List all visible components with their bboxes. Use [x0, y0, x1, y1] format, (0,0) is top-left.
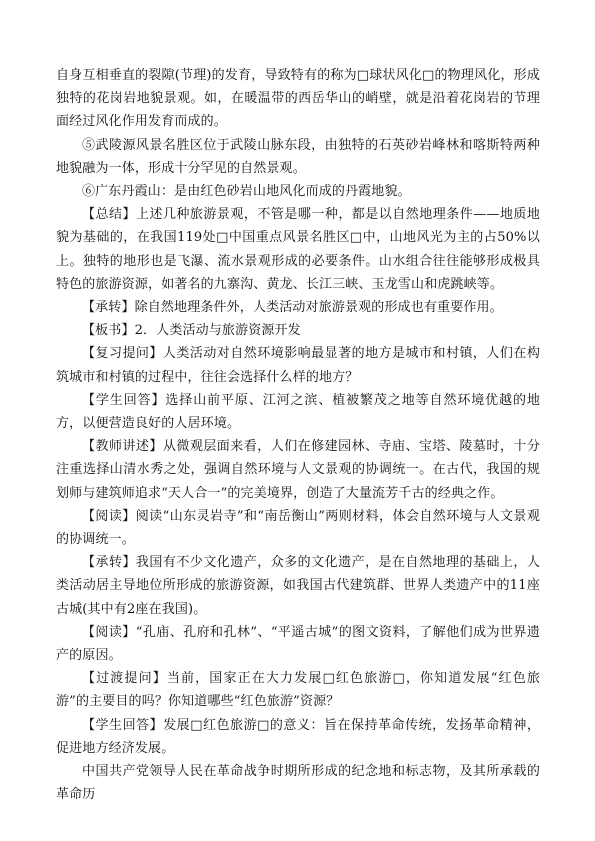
- paragraph-reading-1: 【阅读】阅读“山东灵岩寺”和“南岳衡山”两则材料，体会自然环境与人文景观的协调统一。: [56, 508, 540, 548]
- paragraph-transition-2: 【承转】我国有不少文化遗产，众多的文化遗产，是在自然地理的基础上，人类活动居主导地位所形成的旅游资源，如我国古代建筑群、世界人类遗产中的11座古城(其中有2座在我国)。: [56, 555, 540, 617]
- paragraph-transition-question: 【过渡提问】当前，国家正在大力发展□红色旅游□，你知道发展“红色旅游”的主要目的吗？你知道哪些“红色旅游”资源？: [56, 671, 540, 710]
- paragraph-board-heading: 【板书】2．人类活动与旅游资源开发: [82, 323, 301, 339]
- paragraph-granite-weathering: 自身互相垂直的裂隙(节理)的发育，导致特有的称为□球状风化□的物理风化，形成独特的花岗岩地貌景观。如，在暖温带的西岳华山的峭壁，就是沿着花岗岩的节理面经过风化作用发育而成的。: [56, 68, 540, 130]
- paragraph-student-answer-2: 【学生回答】发展□红色旅游□的意义：旨在保持革命传统，发扬革命精神，促进地方经济发展。: [56, 717, 540, 756]
- paragraph-summary: 【总结】上述几种旅游景观，不管是哪一种，都是以自然地理条件——地质地貌为基础的，在我国119处□中国重点风景名胜区□中，山地风光为主的占50%以上。独特的地形也是飞瀑、流水景观形成的必要条件。山水组合往往能够形成极具特色的旅游资源，如著名的九寨沟、黄龙、长江三峡、玉龙雪山和虎跳峡等。: [56, 207, 540, 292]
- paragraph-reading-2: 【阅读】“孔庙、孔府和孔林”、“平遥古城”的图文资料，了解他们成为世界遗产的原因。: [56, 624, 540, 664]
- paragraph-wulingyuan: ⑤武陵源风景名胜区位于武陵山脉东段，由独特的石英砂岩峰林和喀斯特两种地貌融为一体，形成十分罕见的自然景观。: [56, 137, 540, 176]
- document-body: [56, 64, 540, 807]
- paragraph-teacher-talk: 【教师讲述】从微观层面来看，人们在修建园林、寺庙、宝塔、陵墓时，十分注重选择山清水秀之处，强调自然环境与人文景观的协调统一。在古代，我国的规划师与建筑师追求“天人合一”的完美境界，创造了大量流芳千古的经典之作。: [56, 439, 540, 501]
- paragraph-review-question: 【复习提问】人类活动对自然环境影响最显著的地方是城市和村镇，人们在构筑城市和村镇的过程中，往往会选择什么样的地方？: [56, 346, 540, 385]
- paragraph-red-tourism: 中国共产党领导人民在革命战争时期所形成的纪念地和标志物，及其所承载的革命历: [56, 764, 540, 803]
- paragraph-student-answer-1: 【学生回答】选择山前平原、江河之滨、植被繁茂之地等自然环境优越的地方，以便营造良好的人居环境。: [56, 392, 540, 432]
- paragraph-danxia: ⑥广东丹霞山：是由红色砂岩山地风化而成的丹霞地貌。: [82, 184, 411, 200]
- paragraph-transition-1: 【承转】除自然地理条件外，人类活动对旅游景观的形成也有重要作用。: [82, 300, 503, 316]
